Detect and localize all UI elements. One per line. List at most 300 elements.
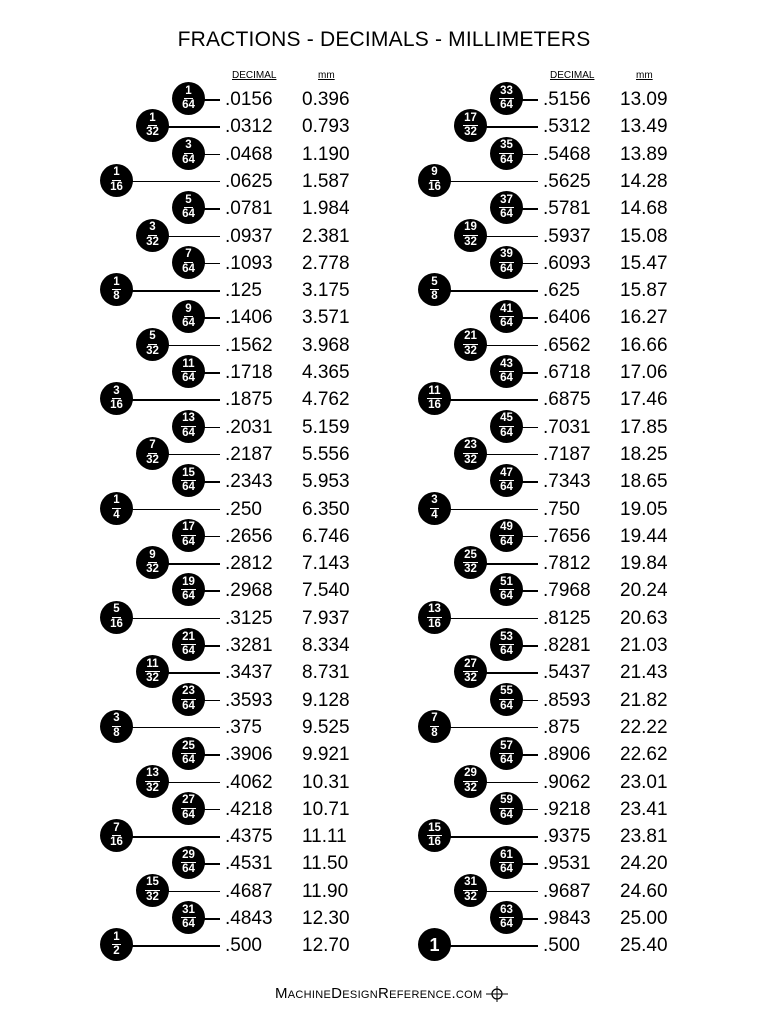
mm-value: 2.381 — [302, 225, 350, 247]
decimal-value: .7656 — [543, 525, 591, 547]
decimal-value: .875 — [543, 716, 580, 738]
mm-value: 0.793 — [302, 116, 350, 138]
decimal-value: .5312 — [543, 116, 591, 138]
fraction-badge — [454, 655, 487, 688]
fraction-numerator: 51 — [499, 577, 514, 591]
mm-value: 13.49 — [620, 116, 668, 138]
mm-value: 24.60 — [620, 880, 668, 902]
fraction-numerator: 1 — [184, 86, 192, 100]
table-row — [318, 468, 702, 495]
fraction-numerator: 27 — [463, 659, 478, 673]
fraction-numerator: 63 — [499, 905, 514, 919]
decimal-value: .7968 — [543, 580, 591, 602]
fraction-denominator: 64 — [500, 153, 513, 166]
table-row — [318, 141, 702, 168]
decimal-value: .8281 — [543, 635, 591, 656]
mm-value: 14.28 — [620, 170, 668, 192]
fraction-numerator: 29 — [181, 850, 196, 864]
table-row — [318, 195, 702, 222]
decimal-value: .4687 — [225, 880, 273, 902]
fraction-badge — [136, 765, 169, 798]
decimal-value: .8593 — [543, 689, 591, 711]
fraction-badge — [418, 273, 451, 306]
mm-value: 23.81 — [620, 826, 668, 848]
fraction-badge — [172, 683, 205, 716]
mm-header: mm — [636, 70, 653, 81]
decimal-value: .0625 — [225, 170, 273, 192]
fraction-denominator: 64 — [500, 262, 513, 275]
mm-value: 11.50 — [302, 853, 349, 875]
fraction-numerator: 15 — [145, 877, 160, 891]
mm-value: 4.365 — [302, 362, 350, 383]
decimal-value: .4062 — [225, 771, 273, 793]
fraction-numerator: 3 — [112, 386, 120, 400]
decimal-value: .1093 — [225, 252, 273, 274]
fraction-denominator: 64 — [500, 754, 513, 767]
mm-value: 25.00 — [620, 908, 668, 929]
mm-value: 20.63 — [620, 607, 668, 629]
fraction-badge — [490, 628, 523, 661]
fraction-denominator: 64 — [182, 808, 195, 821]
fraction-denominator: 32 — [464, 672, 477, 685]
fraction-numerator: 9 — [148, 550, 156, 564]
fraction-numerator: 47 — [499, 468, 514, 482]
fraction-denominator: 64 — [500, 535, 513, 548]
fraction-badge — [172, 137, 205, 170]
fraction-denominator: 64 — [500, 699, 513, 712]
fraction-badge — [136, 437, 169, 470]
decimal-value: .1562 — [225, 334, 273, 356]
decimal-value: .2968 — [225, 580, 273, 602]
fraction-denominator: 16 — [428, 399, 441, 412]
decimal-value: .3125 — [225, 607, 273, 629]
fraction-numerator: 17 — [181, 522, 196, 536]
fraction-denominator: 8 — [431, 290, 438, 303]
table-row — [318, 386, 702, 413]
fraction-denominator: 32 — [146, 235, 159, 248]
fraction-numerator: 1 — [148, 113, 156, 127]
mm-value: 8.334 — [302, 635, 350, 656]
fraction-denominator: 64 — [182, 754, 195, 767]
fraction-denominator: 32 — [464, 126, 477, 139]
mm-value: 4.762 — [302, 389, 350, 411]
fraction-numerator: 33 — [499, 86, 514, 100]
decimal-value: .2812 — [225, 553, 273, 575]
mm-value: 13.09 — [620, 89, 668, 110]
fraction-denominator: 64 — [500, 863, 513, 876]
decimal-value: .2656 — [225, 525, 273, 547]
fraction-denominator: 64 — [182, 699, 195, 712]
fraction-denominator: 16 — [110, 617, 123, 630]
fraction-denominator: 32 — [146, 453, 159, 466]
decimal-value: .4218 — [225, 798, 273, 820]
fraction-badge — [100, 928, 133, 961]
page-title: FRACTIONS - DECIMALS - MILLIMETERS — [177, 28, 591, 51]
fraction-numerator: 9 — [184, 304, 192, 318]
right-column — [318, 0, 702, 1000]
fraction-badge — [418, 819, 451, 852]
mm-value: 5.159 — [302, 416, 350, 438]
fraction-badge — [136, 874, 169, 907]
fraction-badge — [172, 410, 205, 443]
fraction-denominator: 64 — [500, 645, 513, 657]
fraction-denominator: 64 — [182, 372, 195, 384]
table-row — [318, 250, 702, 277]
mm-value: 13.89 — [620, 143, 668, 165]
fraction-numerator: 7 — [112, 823, 120, 837]
fraction-numerator: 23 — [463, 440, 478, 454]
fraction-denominator: 8 — [113, 726, 120, 739]
fraction-denominator: 64 — [182, 99, 195, 111]
table-row — [318, 741, 702, 768]
fraction-badge — [418, 164, 451, 197]
fraction-badge — [454, 874, 487, 907]
fraction-numerator: 3 — [148, 222, 156, 236]
fraction-denominator: 32 — [464, 235, 477, 248]
decimal-value: .5156 — [543, 89, 591, 110]
table-row — [318, 523, 702, 550]
decimal-value: .6562 — [543, 334, 591, 356]
decimal-value: .4531 — [225, 853, 273, 875]
fraction-denominator: 64 — [182, 590, 195, 603]
fraction-badge — [490, 846, 523, 879]
table-row — [318, 577, 702, 604]
fraction-denominator: 4 — [431, 508, 438, 521]
mm-value: 22.62 — [620, 744, 668, 766]
mm-value: 21.82 — [620, 689, 668, 711]
fraction-numerator: 39 — [499, 249, 514, 263]
mm-value: 25.40 — [620, 935, 668, 957]
fraction-denominator: 64 — [500, 590, 513, 603]
decimal-value: .5437 — [543, 662, 591, 684]
mm-value: 11.11 — [302, 826, 347, 848]
fraction-numerator: 29 — [463, 768, 478, 782]
decimal-value: .1718 — [225, 362, 273, 383]
fraction-badge — [172, 792, 205, 825]
footer-text: MachineDesignReference.com — [275, 985, 483, 1002]
decimal-value: .625 — [543, 280, 580, 302]
decimal-value: .5937 — [543, 225, 591, 247]
fraction-badge — [100, 273, 133, 306]
fraction-denominator: 64 — [182, 208, 195, 221]
fraction-badge — [172, 846, 205, 879]
fraction-numerator: 13 — [181, 413, 196, 427]
decimal-value: .500 — [225, 935, 262, 957]
fraction-badge — [136, 328, 169, 361]
decimal-value: .6093 — [543, 252, 591, 274]
fraction-denominator: 32 — [464, 344, 477, 357]
fraction-numerator: 5 — [184, 195, 192, 209]
fraction-denominator: 64 — [182, 645, 195, 657]
decimal-value: .500 — [543, 935, 580, 957]
decimal-value: .0781 — [225, 198, 273, 220]
fraction-numerator: 3 — [430, 495, 438, 509]
fraction-numerator: 1 — [112, 277, 120, 291]
fraction-numerator: 1 — [112, 495, 120, 509]
decimal-value: .250 — [225, 498, 262, 520]
decimal-value: .6406 — [543, 307, 591, 329]
decimal-value: .1875 — [225, 389, 273, 411]
fraction-numerator: 5 — [148, 331, 156, 345]
mm-value: 12.70 — [302, 935, 350, 957]
fraction-badge — [418, 601, 451, 634]
fraction-denominator: 2 — [113, 945, 120, 958]
fraction-denominator: 64 — [500, 208, 513, 221]
mm-value: 21.03 — [620, 635, 668, 656]
decimal-value: .3437 — [225, 662, 273, 684]
fraction-numerator: 7 — [148, 440, 156, 454]
table-row — [318, 796, 702, 823]
table-row — [318, 659, 702, 686]
mm-value: 9.525 — [302, 716, 350, 738]
fraction-denominator: 64 — [182, 918, 195, 930]
fraction-denominator: 32 — [464, 453, 477, 466]
mm-value: 2.778 — [302, 252, 350, 274]
fraction-numerator: 35 — [499, 140, 514, 154]
fraction-badge — [418, 710, 451, 743]
crosshair-icon — [486, 986, 508, 1002]
decimal-header: DECIMAL — [550, 70, 595, 81]
fraction-numerator: 41 — [499, 304, 514, 318]
fraction-badge — [172, 901, 205, 934]
table-row — [318, 113, 702, 140]
mm-value: 17.06 — [620, 362, 668, 383]
mm-value: 20.24 — [620, 580, 668, 602]
mm-value: 17.46 — [620, 389, 668, 411]
mm-value: 3.175 — [302, 280, 350, 302]
fraction-badge — [490, 137, 523, 170]
fraction-numerator: 31 — [463, 877, 478, 891]
fraction-badge — [490, 191, 523, 224]
fraction-denominator: 16 — [428, 617, 441, 630]
mm-value: 16.27 — [620, 307, 668, 329]
fraction-numerator: 13 — [427, 604, 442, 618]
fraction-numerator: 53 — [499, 632, 514, 646]
fraction-denominator: 16 — [428, 836, 441, 849]
mm-value: 21.43 — [620, 662, 668, 684]
decimal-value: .5781 — [543, 198, 591, 220]
mm-value: 7.937 — [302, 607, 350, 629]
decimal-value: .0156 — [225, 89, 273, 110]
mm-value: 14.68 — [620, 198, 668, 220]
fraction-badge — [100, 382, 133, 415]
mm-value: 12.30 — [302, 908, 350, 929]
fraction-badge — [454, 765, 487, 798]
fraction-numerator: 11 — [427, 386, 441, 400]
fraction-numerator: 17 — [463, 113, 478, 127]
fraction-numerator: 3 — [184, 140, 192, 154]
fraction-numerator: 7 — [430, 713, 438, 727]
fraction-badge — [100, 164, 133, 197]
decimal-value: .9218 — [543, 798, 591, 820]
fraction-denominator: 16 — [110, 399, 123, 412]
fraction-numerator: 23 — [181, 686, 196, 700]
fraction-badge — [100, 710, 133, 743]
decimal-value: .4375 — [225, 826, 273, 848]
mm-value: 9.128 — [302, 689, 350, 711]
decimal-value: .3281 — [225, 635, 273, 656]
fraction-denominator: 64 — [182, 535, 195, 548]
fraction-badge — [172, 519, 205, 552]
fraction-badge — [454, 437, 487, 470]
fraction-denominator: 64 — [500, 317, 513, 330]
table-row — [318, 86, 702, 113]
mm-value: 6.746 — [302, 525, 350, 547]
decimal-value: .0937 — [225, 225, 273, 247]
fraction-denominator: 4 — [113, 508, 120, 521]
decimal-header: DECIMAL — [232, 70, 277, 81]
decimal-value: .3593 — [225, 689, 273, 711]
fraction-numerator: 31 — [181, 905, 196, 919]
mm-value: 7.540 — [302, 580, 350, 602]
fraction-denominator: 64 — [500, 426, 513, 439]
mm-value: 18.25 — [620, 443, 668, 465]
fraction-badge — [490, 246, 523, 279]
fraction-badge — [136, 655, 169, 688]
fraction-numerator: 5 — [112, 604, 120, 618]
fraction-badge — [418, 382, 451, 415]
fraction-badge — [490, 792, 523, 825]
decimal-value: .1406 — [225, 307, 273, 329]
fraction-badge — [454, 328, 487, 361]
fraction-badge — [418, 928, 451, 961]
mm-value: 17.85 — [620, 416, 668, 438]
fraction-badge — [172, 191, 205, 224]
fraction-numerator: 25 — [463, 550, 478, 564]
mm-value: 6.350 — [302, 498, 350, 520]
fraction-numerator: 49 — [499, 522, 514, 536]
table-row — [318, 687, 702, 714]
mm-value: 1.984 — [302, 198, 350, 220]
mm-value: 19.84 — [620, 553, 668, 575]
fraction-numerator: 19 — [181, 577, 196, 591]
fraction-denominator: 64 — [500, 481, 513, 494]
table-row — [318, 414, 702, 441]
mm-value: 10.71 — [302, 798, 350, 820]
table-row — [318, 932, 702, 959]
fraction-numerator: 9 — [430, 167, 438, 181]
mm-value: 11.90 — [302, 880, 349, 902]
decimal-value: .9687 — [543, 880, 591, 902]
fraction-badge — [454, 219, 487, 252]
fraction-numerator: 21 — [463, 331, 478, 345]
site-footer — [275, 985, 508, 1002]
fraction-denominator: 16 — [110, 180, 123, 193]
fraction-badge — [172, 464, 205, 497]
mm-value: 18.65 — [620, 471, 668, 493]
fraction-badge — [490, 464, 523, 497]
fraction-numerator: 1 — [112, 932, 120, 946]
fraction-denominator: 8 — [431, 726, 438, 739]
decimal-value: .9375 — [543, 826, 591, 848]
fraction-denominator: 32 — [464, 890, 477, 903]
mm-value: 1.587 — [302, 170, 350, 192]
fraction-denominator: 16 — [110, 836, 123, 849]
fraction-denominator: 64 — [500, 808, 513, 821]
fraction-numerator: 37 — [499, 195, 514, 209]
table-row — [318, 905, 702, 932]
fraction-denominator: 32 — [146, 781, 159, 794]
fraction-badge — [100, 819, 133, 852]
fraction-badge — [490, 737, 523, 770]
decimal-value: .0312 — [225, 116, 273, 138]
mm-header: mm — [318, 70, 335, 81]
fraction-denominator: 64 — [500, 918, 513, 930]
fraction-numerator: 11 — [181, 359, 195, 373]
fraction-numerator: 7 — [184, 249, 192, 263]
fraction-denominator: 16 — [428, 180, 441, 193]
fraction-numerator: 43 — [499, 359, 514, 373]
fraction-numerator: 57 — [499, 741, 514, 755]
fraction-denominator: 64 — [182, 863, 195, 876]
mm-value: 8.731 — [302, 662, 350, 684]
fraction-numerator: 45 — [499, 413, 514, 427]
fraction-numerator: 1 — [429, 934, 440, 955]
decimal-value: .4843 — [225, 908, 273, 929]
fraction-numerator: 11 — [145, 659, 159, 673]
mm-value: 5.556 — [302, 443, 350, 465]
fraction-badge — [100, 601, 133, 634]
decimal-value: .750 — [543, 498, 580, 520]
decimal-value: .2343 — [225, 471, 273, 493]
mm-value: 19.44 — [620, 525, 668, 547]
fraction-badge — [490, 573, 523, 606]
fraction-numerator: 21 — [181, 632, 196, 646]
decimal-value: .3906 — [225, 744, 273, 766]
fraction-denominator: 64 — [182, 153, 195, 166]
fraction-badge — [490, 82, 523, 115]
fraction-denominator: 64 — [182, 481, 195, 494]
fraction-badge — [136, 219, 169, 252]
decimal-value: .9843 — [543, 908, 591, 929]
decimal-value: .2031 — [225, 416, 273, 438]
mm-value: 16.66 — [620, 334, 668, 356]
fraction-badge — [490, 519, 523, 552]
fraction-badge — [490, 300, 523, 333]
fraction-numerator: 59 — [499, 795, 514, 809]
fraction-badge — [172, 246, 205, 279]
fraction-numerator: 5 — [430, 277, 438, 291]
fraction-denominator: 32 — [146, 563, 159, 576]
fraction-badge — [454, 546, 487, 579]
fraction-denominator: 32 — [464, 563, 477, 576]
mm-value: 0.396 — [302, 89, 350, 110]
decimal-value: .125 — [225, 280, 262, 302]
mm-value: 7.143 — [302, 553, 350, 575]
fraction-numerator: 27 — [181, 795, 196, 809]
fraction-denominator: 32 — [146, 126, 159, 139]
table-row — [318, 632, 702, 659]
fraction-badge — [490, 410, 523, 443]
fraction-badge — [490, 683, 523, 716]
decimal-value: .6718 — [543, 362, 591, 383]
decimal-value: .7031 — [543, 416, 591, 438]
mm-value: 3.571 — [302, 307, 350, 329]
mm-value: 15.47 — [620, 252, 668, 274]
fraction-badge — [172, 628, 205, 661]
mm-value: 1.190 — [302, 143, 350, 165]
fraction-numerator: 15 — [181, 468, 196, 482]
fraction-badge — [454, 109, 487, 142]
mm-value: 15.87 — [620, 280, 668, 302]
fraction-denominator: 8 — [113, 290, 120, 303]
fraction-numerator: 55 — [499, 686, 514, 700]
fraction-denominator: 64 — [182, 262, 195, 275]
fraction-numerator: 13 — [145, 768, 160, 782]
decimal-value: .7187 — [543, 443, 591, 465]
fraction-denominator: 64 — [500, 99, 513, 111]
fraction-denominator: 32 — [146, 672, 159, 685]
